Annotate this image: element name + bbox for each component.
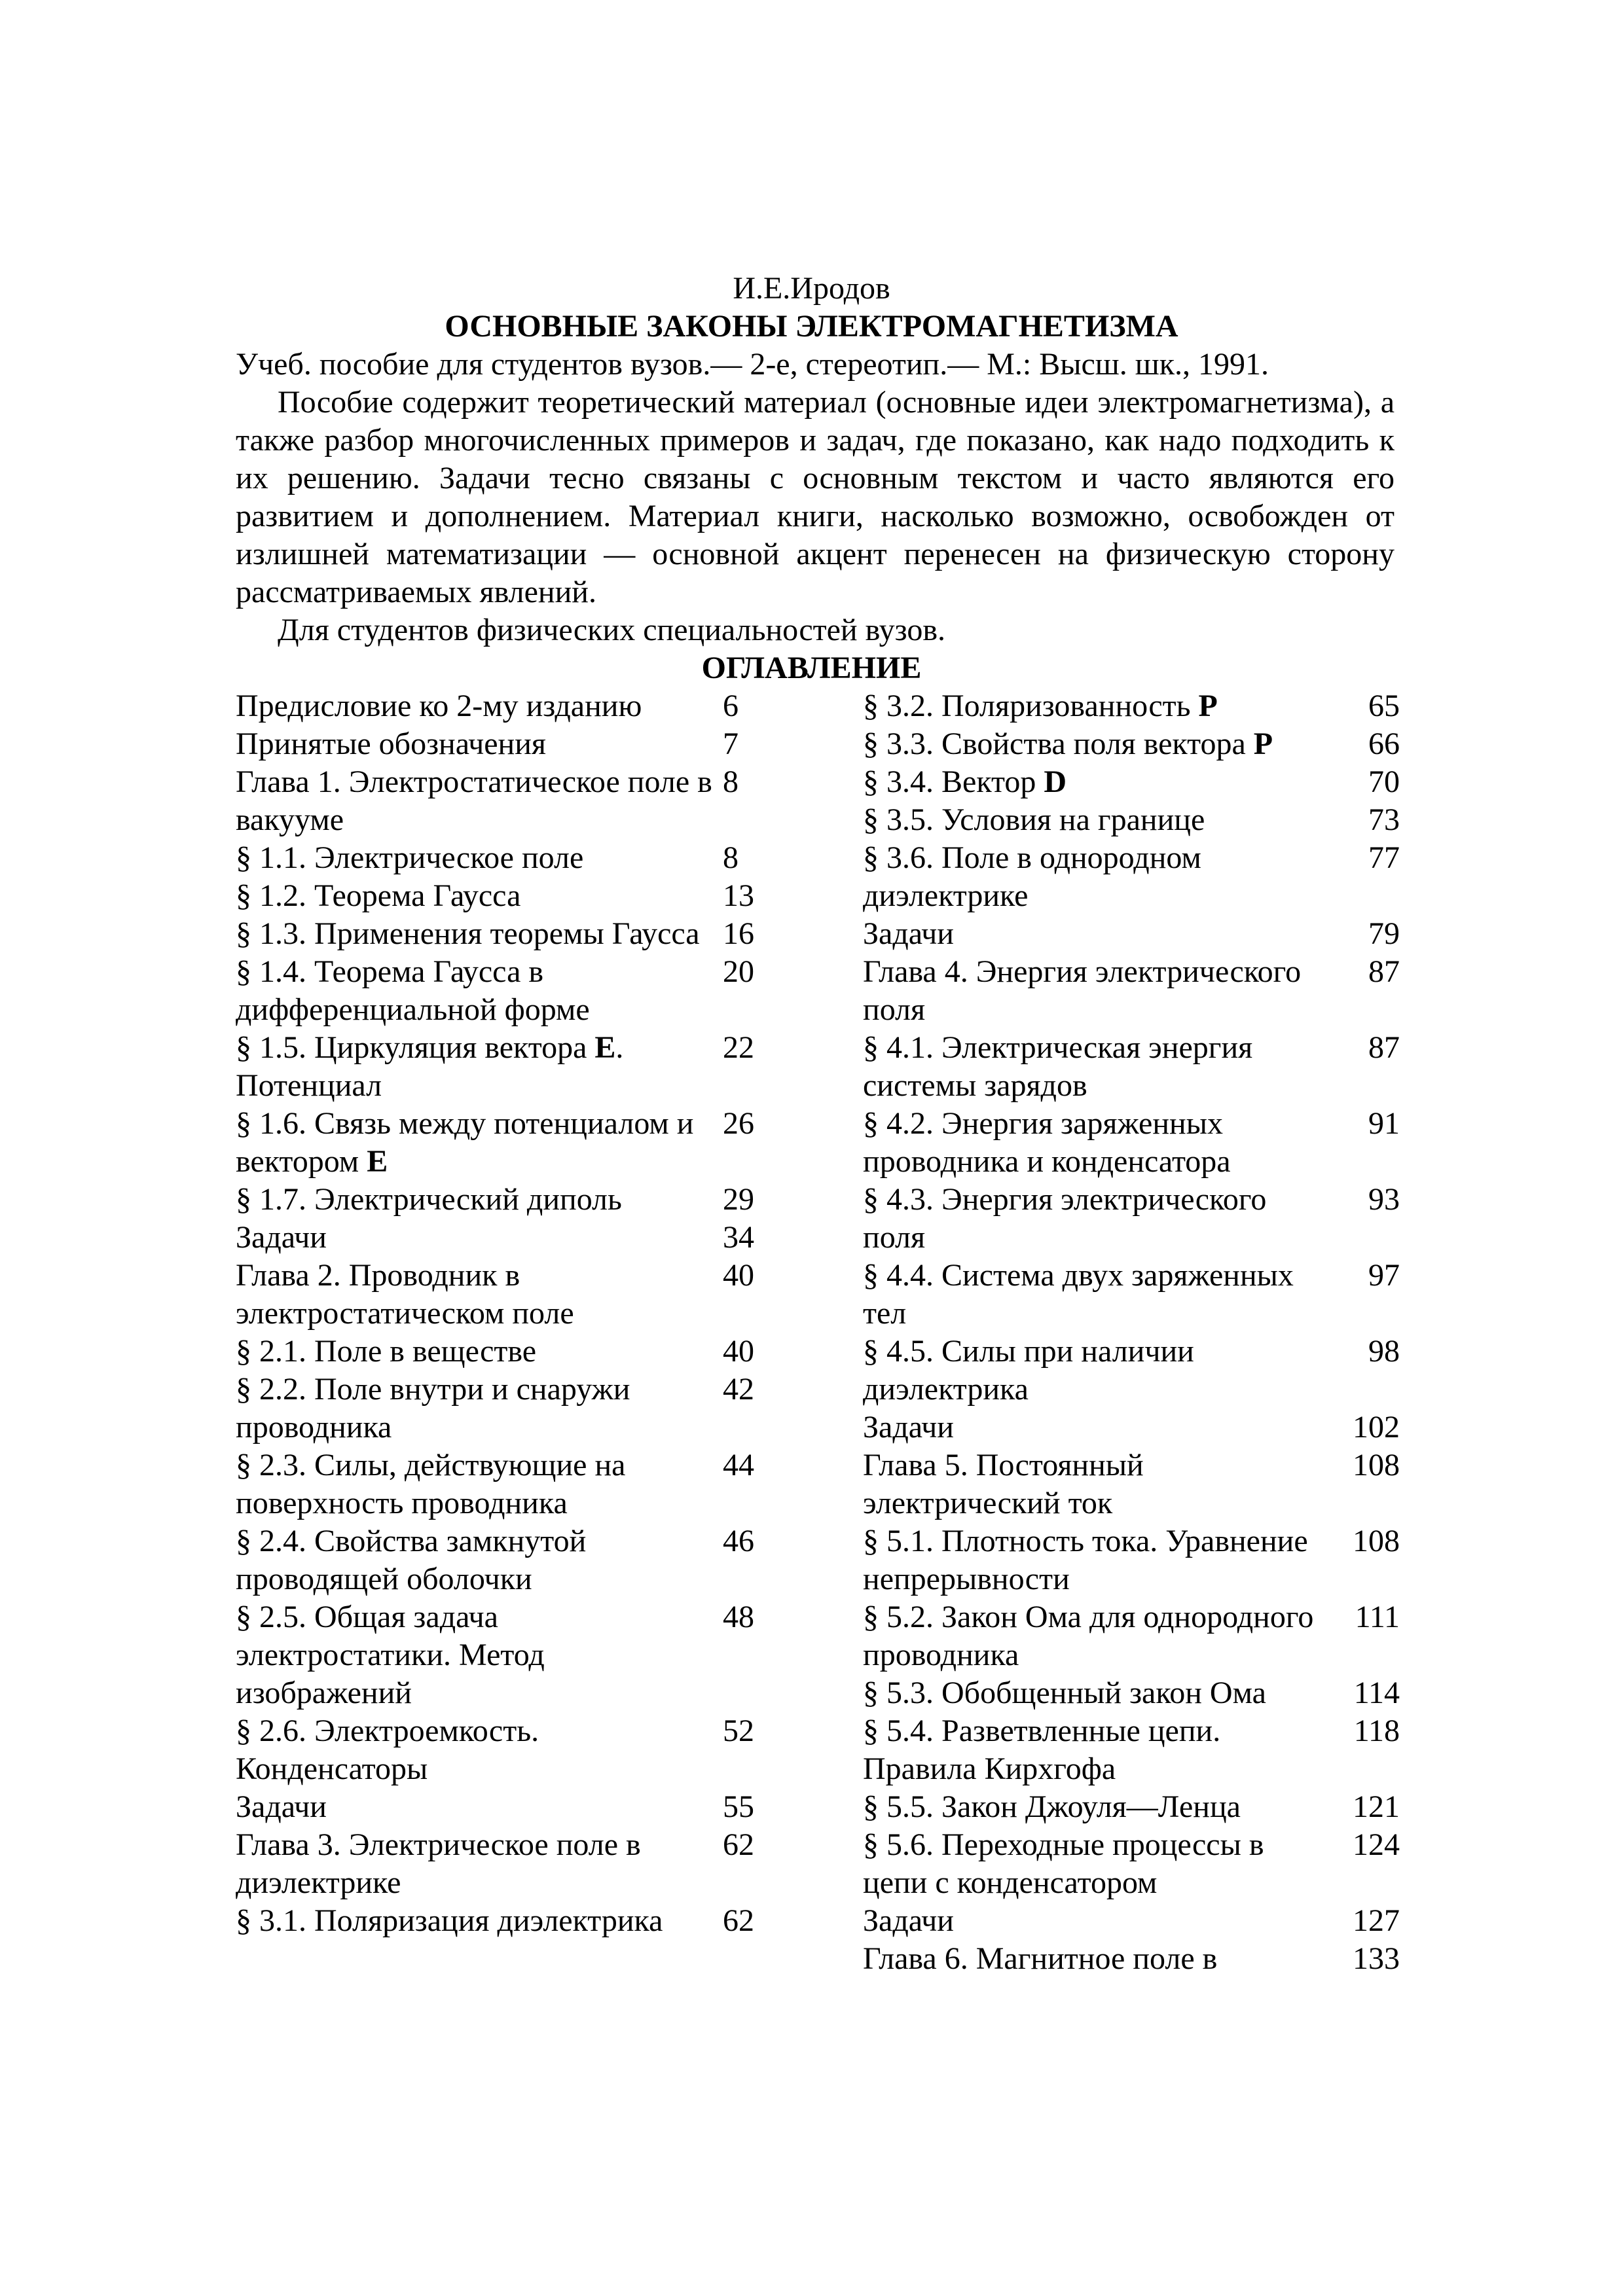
toc-entry-title: § 3.4. Вектор D [863,764,1067,799]
toc-entry [236,953,812,1029]
toc-entry-title: § 5.6. Переходные процессы в цепи с конденсатором [863,1827,1264,1900]
toc-entry-title: § 1.2. Теорема Гаусса [236,878,521,913]
toc-entry [236,839,812,877]
toc-entry [863,1940,1400,1978]
toc-entry-title: § 5.5. Закон Джоуля—Ленца [863,1789,1241,1824]
toc-entry [236,877,812,915]
toc-entry-page: 93 [1368,1182,1400,1217]
toc-entry-title: § 1.3. Применения теоремы Гаусса [236,916,700,951]
toc-left-column [236,687,812,1940]
toc-entry-title: § 4.1. Электрическая энергия системы зарядов [863,1030,1253,1103]
toc-entry-title: § 2.4. Свойства замкнутой проводящей оболочки [236,1524,587,1596]
toc-entry-title: § 3.1. Поляризация диэлектрика [236,1903,663,1938]
toc-entry-page: 118 [1353,1713,1400,1748]
toc-entry-title: § 3.2. Поляризованность P [863,689,1218,723]
audience-line: Для студентов физических специальностей вузов. [278,613,945,647]
toc-entry [863,1902,1400,1940]
toc-entry-page: 29 [723,1182,754,1217]
toc-entry-title: § 1.6. Связь между потенциалом и вектором E [236,1106,694,1179]
toc-entry-page: 102 [1353,1410,1400,1444]
toc-entry-title: § 4.5. Силы при наличии диэлектрика [863,1334,1194,1407]
toc-entry-title: Принятые обозначения [236,726,546,761]
toc-entry-page: 8 [723,840,739,875]
toc-entry-page: 133 [1353,1941,1400,1976]
toc-entry-title: § 5.2. Закон Ома для однородного проводника [863,1600,1314,1672]
toc-entry-title: § 3.3. Свойства поля вектора P [863,726,1273,761]
toc-entry-page: 46 [723,1524,754,1558]
toc-entry-page: 77 [1368,840,1400,875]
toc-heading: ОГЛАВЛЕНИЕ [701,651,922,685]
toc-entry [863,1826,1400,1902]
toc-entry-page: 70 [1368,764,1400,799]
toc-entry-page: 124 [1353,1827,1400,1862]
toc-entry-title: Глава 1. Электростатическое поле в вакууме [236,764,712,837]
toc-entry [236,1522,812,1598]
toc-entry-title: § 2.1. Поле в веществе [236,1334,537,1369]
toc-entry-page: 48 [723,1600,754,1634]
toc-entry [863,1446,1400,1522]
toc-entry [236,915,812,953]
toc-entry-title: § 4.2. Энергия заряженных проводника и конденсатора [863,1106,1231,1179]
toc-entry [236,1333,812,1371]
toc-right-column [863,687,1400,1978]
toc-entry-title: § 1.4. Теорема Гаусса в дифференциальной форме [236,954,590,1027]
toc-entry-page: 6 [723,689,739,723]
toc-entry-title: § 4.4. Система двух заряженных тел [863,1258,1294,1331]
toc-entry [863,725,1400,763]
toc-entry [863,801,1400,839]
toc-entry [236,1181,812,1219]
toc-entry-page: 121 [1353,1789,1400,1824]
toc-entry-page: 91 [1368,1106,1400,1141]
toc-entry-page: 26 [723,1106,754,1141]
toc-entry-title: Глава 2. Проводник в электростатическом поле [236,1258,574,1331]
toc-entry-page: 108 [1353,1524,1400,1558]
toc-entry-page: 42 [723,1372,754,1407]
toc-entry-title: § 2.3. Силы, действующие на поверхность проводника [236,1448,626,1520]
toc-entry [863,1522,1400,1598]
toc-entry-page: 79 [1368,916,1400,951]
toc-entry-page: 44 [723,1448,754,1482]
toc-entry-page: 114 [1353,1676,1400,1710]
toc-entry-page: 40 [723,1258,754,1293]
toc-entry-title: Задачи [863,1903,954,1938]
toc-entry [863,1181,1400,1257]
toc-entry-page: 55 [723,1789,754,1824]
abstract-paragraph: Пособие содержит теоретический материал (основные идеи электромагнетизма), а также разбор многочисленных примеров и задач, где показано, как надо подходить к их решению. Задачи тесно связаны с основным текстом и часто являются его развитием и дополнением. Материал книги, насколько возможно, освобожден от излишней математизации — основной акцент перенесен на физическую сторону рассматриваемых явлений. [236,385,1395,609]
book-author: И.Е.Иродов [733,271,890,306]
toc-entry [236,763,812,839]
toc-entry-title: § 1.1. Электрическое поле [236,840,584,875]
toc-entry [236,1105,812,1181]
toc-entry [236,1446,812,1522]
toc-entry-title: Задачи [863,916,954,951]
toc-entry-page: 65 [1368,689,1400,723]
toc-entry [236,1257,812,1333]
toc-entry-page: 13 [723,878,754,913]
toc-entry [863,1598,1400,1674]
toc-entry [236,1788,812,1826]
toc-entry-title: § 5.4. Разветвленные цепи. Правила Кирхгофа [863,1713,1221,1786]
toc-entry-title: § 1.5. Циркуляция вектора E. Потенциал [236,1030,624,1103]
toc-entry [863,1333,1400,1408]
toc-entry-page: 7 [723,726,739,761]
toc-entry-title: § 3.6. Поле в однородном диэлектрике [863,840,1201,913]
toc-entry-page: 111 [1355,1600,1400,1634]
toc-entry-title: § 5.3. Обобщенный закон Ома [863,1676,1266,1710]
toc-entry-page: 22 [723,1030,754,1065]
toc-entry [863,915,1400,953]
toc-entry-page: 62 [723,1827,754,1862]
toc-entry [236,1598,812,1712]
toc-entry-page: 87 [1368,954,1400,989]
toc-entry-title: § 2.2. Поле внутри и снаружи проводника [236,1372,630,1444]
toc-entry [863,1257,1400,1333]
toc-entry [863,1788,1400,1826]
toc-entry [863,1408,1400,1446]
edition-info: Учеб. пособие для студентов вузов.— 2-е, стереотип.— М.: Высш. шк., 1991. [236,347,1269,382]
toc-entry [236,1029,812,1105]
toc-entry [863,763,1400,801]
toc-entry-page: 40 [723,1334,754,1369]
toc-entry-title: § 2.6. Электроемкость. Конденсаторы [236,1713,539,1786]
toc-entry-title: § 5.1. Плотность тока. Уравнение непрерывности [863,1524,1308,1596]
toc-entry-title: Задачи [863,1410,954,1444]
toc-entry [236,1826,812,1902]
toc-entry-page: 87 [1368,1030,1400,1065]
toc-entry-title: Глава 5. Постоянный электрический ток [863,1448,1144,1520]
toc-entry-page: 127 [1353,1903,1400,1938]
toc-entry-page: 98 [1368,1334,1400,1369]
toc-entry-title: Задачи [236,1789,327,1824]
toc-entry-page: 16 [723,916,754,951]
toc-entry-title: Задачи [236,1220,327,1255]
toc-entry-page: 20 [723,954,754,989]
toc-entry-page: 73 [1368,802,1400,837]
book-title: ОСНОВНЫЕ ЗАКОНЫ ЭЛЕКТРОМАГНЕТИЗМА [445,309,1178,344]
toc-entry-page: 108 [1353,1448,1400,1482]
toc-entry [863,687,1400,725]
toc-entry [236,687,812,725]
toc-entry-page: 34 [723,1220,754,1255]
toc-entry-page: 66 [1368,726,1400,761]
toc-entry-title: § 2.5. Общая задача электростатики. Метод изображений [236,1600,545,1710]
toc-entry [236,1371,812,1446]
toc-entry-title: Глава 6. Магнитное поле в [863,1941,1218,1976]
toc-entry [863,1105,1400,1181]
toc-entry [236,1902,812,1940]
toc-entry-title: § 3.5. Условия на границе [863,802,1205,837]
toc-entry [863,1712,1400,1788]
toc-entry [236,1712,812,1788]
toc-entry-page: 62 [723,1903,754,1938]
toc-entry-title: Предисловие ко 2-му изданию [236,689,642,723]
toc-entry [863,1029,1400,1105]
toc-entry [863,1674,1400,1712]
toc-entry-page: 8 [723,764,739,799]
toc-entry [236,725,812,763]
toc-entry-title: Глава 3. Электрическое поле в диэлектрике [236,1827,641,1900]
toc-entry [236,1219,812,1257]
toc-entry [863,953,1400,1029]
toc-entry-title: Глава 4. Энергия электрического поля [863,954,1302,1027]
toc-entry [863,839,1400,915]
toc-entry-title: § 1.7. Электрический диполь [236,1182,622,1217]
toc-entry-page: 97 [1368,1258,1400,1293]
toc-entry-title: § 4.3. Энергия электрического поля [863,1182,1267,1255]
toc-entry-page: 52 [723,1713,754,1748]
